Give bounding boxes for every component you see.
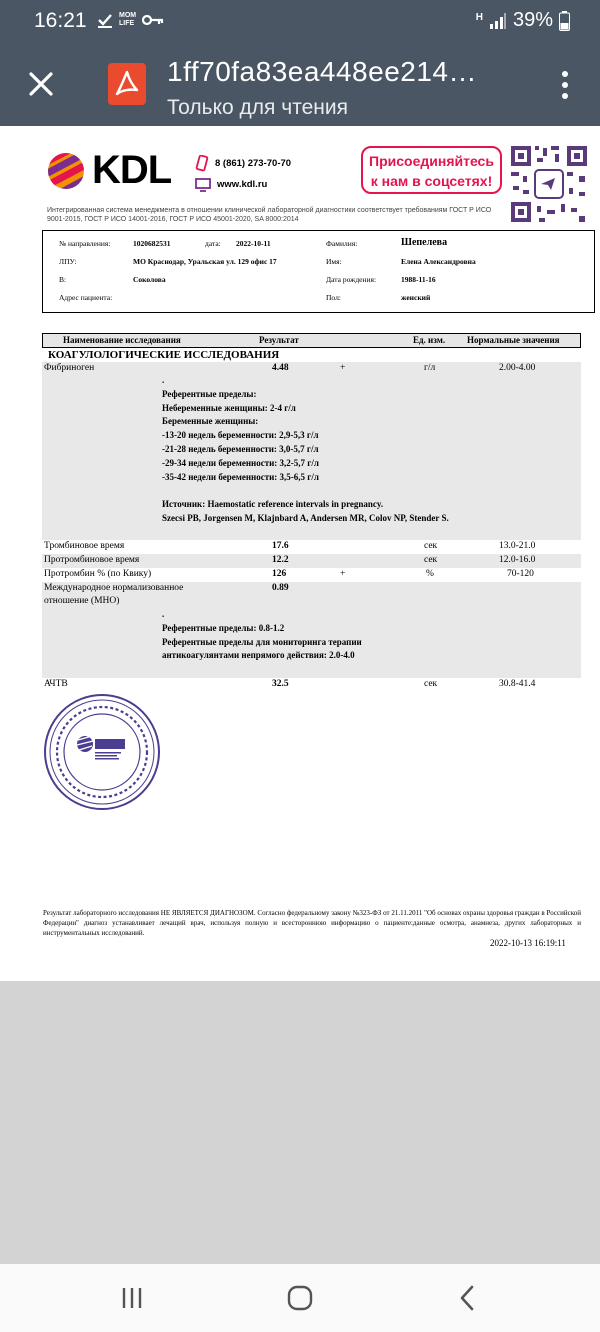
mom-life-icon: MOM LIFE	[119, 12, 137, 27]
section-title: КОАГУЛОЛОГИЧЕСКИЕ ИССЛЕДОВАНИЯ	[48, 349, 280, 361]
test-name-line2: отношение (МНО)	[44, 596, 120, 606]
document-page	[0, 126, 600, 981]
more-options-icon[interactable]	[556, 68, 574, 102]
test-result: 32.5	[272, 679, 289, 689]
check-icon	[97, 12, 113, 28]
status-bar	[0, 0, 600, 44]
test-result: 126	[272, 569, 287, 579]
test-unit: г/л	[424, 363, 436, 373]
table-row	[42, 678, 581, 692]
col-unit-header: Ед. изм.	[413, 335, 446, 345]
surname-label: Фамилия:	[326, 239, 358, 248]
table-header	[42, 333, 581, 348]
name-label: Имя:	[326, 257, 342, 266]
patient-info	[42, 230, 595, 313]
test-result: 4.48	[272, 363, 289, 373]
test-result: 12.2	[272, 555, 289, 565]
patient-sex: женский	[401, 293, 431, 302]
col-name-header: Наименование исследования	[63, 335, 181, 345]
pdf-file-icon	[108, 63, 146, 105]
close-icon[interactable]	[26, 69, 56, 99]
social-promo-banner: Присоединяйтесь к нам в соцсетях!	[361, 146, 502, 194]
dob-label: Дата рождения:	[326, 275, 377, 284]
system-nav-bar	[0, 1264, 600, 1332]
lab-website: www.kdl.ru	[217, 179, 268, 190]
qr-code-icon	[509, 144, 589, 224]
result-flag: +	[340, 363, 346, 373]
test-name: АЧТВ	[44, 679, 68, 689]
test-name: Фибриноген	[44, 363, 95, 373]
kdl-logo-icon	[47, 152, 85, 190]
patient-name: Елена Александровна	[401, 257, 476, 266]
test-normal-range: 13.0-21.0	[499, 541, 536, 551]
test-name: Тромбиновое время	[44, 541, 125, 551]
table-row	[42, 568, 581, 582]
test-unit: сек	[424, 679, 438, 689]
read-only-label: Только для чтения	[167, 96, 348, 119]
doctor-name: Соколова	[133, 275, 166, 284]
test-result: 0.89	[272, 583, 289, 593]
lpu-value: МО Краснодар, Уральская ул. 129 офис 17	[133, 257, 277, 266]
col-normal-header: Нормальные значения	[467, 335, 560, 345]
sex-label: Пол:	[326, 293, 341, 302]
referral-date: 2022-10-11	[236, 239, 271, 248]
system-status	[476, 9, 570, 32]
referral-label: № направления:	[59, 239, 111, 248]
table-row	[42, 362, 581, 540]
test-unit: сек	[424, 555, 438, 565]
phone-icon	[195, 155, 209, 173]
network-type-icon: H	[475, 12, 483, 23]
disclaimer: Результат лабораторного исследования НЕ ЯВЛЯЕТСЯ ДИАГНОЗОМ. Согласно федеральному закону №323-ФЗ от 21.11.2011 "Об основах охраны здоровья граждан в Российской Федерации" диагноз устанавливает лечащий врач, используя полную и всестороннюю информацию о пациенте:данные осмотра, анамнеза, других лабораторных и инструментальных исследований.	[43, 909, 581, 937]
recent-apps-icon[interactable]	[118, 1284, 146, 1312]
date-label: дата:	[205, 239, 221, 248]
test-normal-range: 30.8-41.4	[499, 679, 536, 689]
iso-certification-note: Интегрированная система менеджмента в отношении клинической лабораторной диагностики соответствует требованиям ГОСТ Р ИСО 9001-2015, ГОСТ Р ИСО 14001-2016, ГОСТ Р ИСО 45001-2020, SA 8000:2014	[47, 207, 492, 223]
referral-number: 1020682531	[133, 239, 171, 248]
fibrinogen-reference-notes: . Референтные пределы: Небеременные женщины: 2-4 г/л Беременные женщины: -13-20 недель беременности: 2,9-5,3 г/л -21-28 недель беременности: 3,0-5,7 г/л -29-34 недели беременности: 3,2-5,7 г/л -35-42 недели беременности: 3,5-6,5 г/л Источник: Haemostatic reference intervals in pregnancy. Szecsi PB, Jorgensen M, Klajnbard A, Andersen MR, Colov NP, Stender S.	[162, 375, 449, 523]
test-name: Протромбиновое время	[44, 555, 140, 565]
test-normal-range: 2.00-4.00	[499, 363, 536, 373]
patient-dob: 1988-11-16	[401, 275, 436, 284]
address-label: Адрес пациента:	[59, 293, 113, 302]
home-icon[interactable]	[286, 1284, 314, 1312]
table-row	[42, 582, 581, 678]
test-normal-range: 12.0-16.0	[499, 555, 536, 565]
app-bar	[0, 44, 600, 126]
test-unit: сек	[424, 541, 438, 551]
table-row	[42, 540, 581, 554]
key-icon	[142, 13, 164, 27]
test-unit: %	[426, 569, 434, 579]
battery-percent: 39%	[512, 9, 553, 31]
lpu-label: ЛПУ:	[59, 257, 77, 266]
results-table	[42, 333, 581, 692]
notification-icons	[97, 12, 164, 28]
test-result: 17.6	[272, 541, 289, 551]
kdl-logo-text: KDL	[92, 148, 172, 192]
signal-icon	[489, 13, 507, 29]
patient-surname: Шепелева	[401, 237, 448, 248]
col-result-header: Результат	[259, 335, 299, 345]
test-normal-range: 70-120	[507, 569, 534, 579]
monitor-icon	[195, 177, 211, 193]
inr-reference-notes: . Референтные пределы: 0.8-1.2 Референтные пределы для мониторинга терапии антикоагулянтами непрямого действия: 2.0-4.0	[162, 609, 362, 661]
clock: 16:21	[34, 9, 87, 32]
battery-icon	[559, 11, 570, 31]
document-title: 1ff70fa83ea448ee214…	[167, 56, 477, 87]
result-flag: +	[340, 569, 346, 579]
lab-phone: 8 (861) 273-70-70	[215, 158, 292, 169]
lab-stamp-icon	[43, 693, 161, 811]
table-row	[42, 554, 581, 568]
test-name: Протромбин % (по Квику)	[44, 569, 152, 579]
doctor-label: В:	[59, 275, 67, 284]
lab-contacts	[195, 153, 291, 195]
back-icon[interactable]	[454, 1284, 482, 1312]
print-timestamp: 2022-10-13 16:19:11	[490, 938, 566, 948]
test-name-line1: Международное нормализованное	[44, 583, 184, 593]
